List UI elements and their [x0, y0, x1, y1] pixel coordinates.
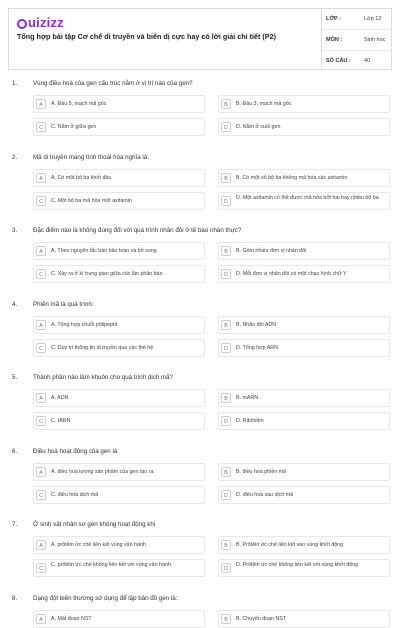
option-text: B. Nhân đôi ADN — [236, 321, 277, 328]
option-text: B. điều hoà phiên mã — [236, 468, 287, 475]
option-letter-badge: C — [36, 343, 46, 353]
option-text: D. Prôtêin ức chế không liên kết với vùng khởi động — [236, 562, 359, 568]
question-text: Ở sinh vật nhân sơ gen không hoạt động khi — [33, 521, 156, 528]
option-text: A. Có một bộ ba khởi đầu — [51, 174, 112, 181]
option-letter-badge: D — [221, 196, 231, 206]
answer-option-c[interactable] — [33, 339, 205, 357]
answer-option-a[interactable] — [33, 610, 205, 628]
option-text: A. Theo nguyên tắc bán bảo toàn và bổ sung — [51, 248, 157, 254]
option-letter-badge: C — [36, 563, 46, 573]
option-text: B. Gồm nhiều đơn vị nhân đôi — [236, 248, 307, 254]
answer-option-b[interactable] — [218, 389, 390, 407]
option-letter-badge: A — [36, 173, 46, 183]
question-text: Thành phần nào làm khuôn cho quá trình dịch mã? — [33, 374, 174, 381]
meta-class-label: LỚP : — [326, 16, 341, 22]
option-text: C. điều hoà dịch mã — [51, 491, 99, 498]
option-letter-badge: C — [36, 122, 46, 132]
option-text: C. Một bộ ba mã hóa một axitamin — [51, 197, 132, 204]
option-text: B. Prôtêin ức chế liên kết vào vùng khởi động — [236, 542, 344, 548]
question-number: 4. — [12, 300, 18, 308]
option-text: D. Tổng hợp ARN — [236, 344, 278, 351]
option-text: A. ADN — [51, 395, 69, 401]
option-letter-badge: C — [36, 490, 46, 500]
option-text: A. điều hoà lượng sản phẩm của gen tạo ra — [51, 468, 154, 475]
option-text: A. prôtêin ức chế liên kết vùng vận hành — [51, 542, 146, 548]
worksheet-title: Tổng hợp bài tập Cơ chế di truyền và biến dị cực hay có lời giải chi tiết (P2) — [17, 32, 276, 41]
answer-option-c[interactable] — [33, 265, 205, 283]
option-text: C. prôtêin ức chế không liên kết với vùng vận hành — [51, 562, 171, 568]
question-number: 8. — [12, 594, 18, 602]
option-letter-badge: D — [221, 269, 231, 279]
question-text: Điều hoà hoạt động của gen là — [33, 447, 118, 455]
option-letter-badge: B — [221, 540, 231, 550]
answer-option-b[interactable] — [218, 536, 390, 554]
answer-option-b[interactable] — [218, 316, 390, 334]
option-letter-badge: B — [221, 320, 231, 330]
answer-option-a[interactable] — [33, 169, 205, 187]
option-text: A. Mất đoạn NST — [51, 615, 92, 622]
option-letter-badge: A — [36, 540, 46, 550]
meta-class-value: Lớp 12 — [364, 16, 382, 22]
answer-option-d[interactable] — [218, 339, 390, 357]
answer-option-c[interactable] — [33, 486, 205, 504]
answer-option-a[interactable] — [33, 389, 205, 407]
answer-option-d[interactable] — [218, 559, 390, 577]
option-text: A. Đầu 5, mạch mã gốc — [51, 101, 107, 107]
worksheet-meta — [321, 9, 391, 69]
answer-option-b[interactable] — [218, 95, 390, 113]
question-text: Vùng điều hoà của gen cấu trúc nằm ở vị trí nào của gen? — [33, 80, 193, 87]
answer-option-d[interactable] — [218, 265, 390, 283]
answer-option-b[interactable] — [218, 242, 390, 260]
meta-subject-value: Sinh học — [364, 37, 386, 43]
question-text: Đặc điểm nào là không đúng đối với quá trình nhân đôi ở tế bào nhân thực? — [33, 227, 242, 234]
answer-option-c[interactable] — [33, 118, 205, 136]
answer-option-d[interactable] — [218, 118, 390, 136]
option-letter-badge: B — [221, 614, 231, 624]
option-letter-badge: D — [221, 416, 231, 426]
answer-option-b[interactable] — [218, 169, 390, 187]
option-letter-badge: C — [36, 416, 46, 426]
question-number: 3. — [12, 227, 18, 234]
answer-option-b[interactable] — [218, 463, 390, 481]
option-text: D. Mỗi đơn vị nhân đôi có một chạc hình chữ Y — [236, 271, 347, 277]
question-number: 1. — [12, 80, 18, 87]
option-text: D. Một axitamin có thể được mã hóa bởi hai hay nhiều bộ ba — [236, 194, 379, 201]
option-letter-badge: A — [36, 467, 46, 477]
option-text: D. Nằm ở cuối gen — [236, 124, 281, 130]
option-letter-badge: A — [36, 320, 46, 330]
answer-option-a[interactable] — [33, 463, 205, 481]
question-number: 7. — [12, 521, 18, 528]
answer-option-c[interactable] — [33, 412, 205, 430]
meta-count-label: SỐ CÂU : — [326, 58, 351, 64]
answer-option-d[interactable] — [218, 192, 390, 210]
question-text: Dạng đột biến thường sử dụng để lập bản đồ gen là: — [33, 594, 178, 602]
option-text: A. Tổng hợp chuỗi pôlipeptit — [51, 321, 118, 328]
worksheet-header — [8, 8, 392, 70]
option-text: B. Có một số bộ ba không mã hóa các axitamin — [236, 174, 348, 181]
option-letter-badge: D — [221, 343, 231, 353]
answer-option-c[interactable] — [33, 559, 205, 577]
option-text: D. điều hoà sau dịch mã — [236, 491, 294, 498]
meta-count-value: 40 — [364, 58, 371, 64]
option-letter-badge: A — [36, 246, 46, 256]
meta-class — [322, 9, 391, 30]
meta-question-count — [322, 51, 391, 71]
logo-text: uizizz — [28, 15, 64, 30]
option-text: C. tARN — [51, 418, 71, 424]
answer-option-a[interactable] — [33, 536, 205, 554]
answer-option-c[interactable] — [33, 192, 205, 210]
option-letter-badge: B — [221, 467, 231, 477]
question-number: 6. — [12, 447, 18, 455]
answer-option-b[interactable] — [218, 610, 390, 628]
answer-option-a[interactable] — [33, 242, 205, 260]
option-letter-badge: A — [36, 393, 46, 403]
option-letter-badge: A — [36, 614, 46, 624]
answer-option-d[interactable] — [218, 486, 390, 504]
option-letter-badge: C — [36, 269, 46, 279]
option-text: B. mARN — [236, 395, 259, 401]
answer-option-a[interactable] — [33, 95, 205, 113]
option-letter-badge: B — [221, 393, 231, 403]
question-text: Mã di truyền mang tính thoái hóa nghĩa là: — [33, 153, 149, 161]
option-text: C. Duy trì thông tin di truyền qua các thế hệ — [51, 344, 154, 351]
meta-subject — [322, 30, 391, 51]
logo-q-icon — [17, 19, 27, 29]
option-text: C. Nằm ở giữa gen — [51, 124, 97, 130]
option-letter-badge: D — [221, 122, 231, 132]
question-number: 2. — [12, 153, 18, 161]
option-text: D. Ribôxôm — [236, 418, 264, 424]
question-number: 5. — [12, 374, 18, 381]
answer-option-a[interactable] — [33, 316, 205, 334]
option-text: B. Đầu 3, mạch mã gốc — [236, 101, 292, 107]
option-letter-badge: D — [221, 490, 231, 500]
question-text: Phiên mã là quá trình: — [33, 300, 94, 308]
meta-subject-label: MÔN : — [326, 37, 343, 43]
option-text: B. Chuyển đoạn NST — [236, 615, 287, 622]
option-text: C. Xảy ra ở kì trung gian giữa các lần phân bào — [51, 271, 163, 277]
option-letter-badge: B — [221, 246, 231, 256]
option-letter-badge: C — [36, 196, 46, 206]
option-letter-badge: D — [221, 563, 231, 573]
option-letter-badge: A — [36, 99, 46, 109]
option-letter-badge: B — [221, 99, 231, 109]
quizizz-logo — [17, 15, 64, 30]
option-letter-badge: B — [221, 173, 231, 183]
answer-option-d[interactable] — [218, 412, 390, 430]
